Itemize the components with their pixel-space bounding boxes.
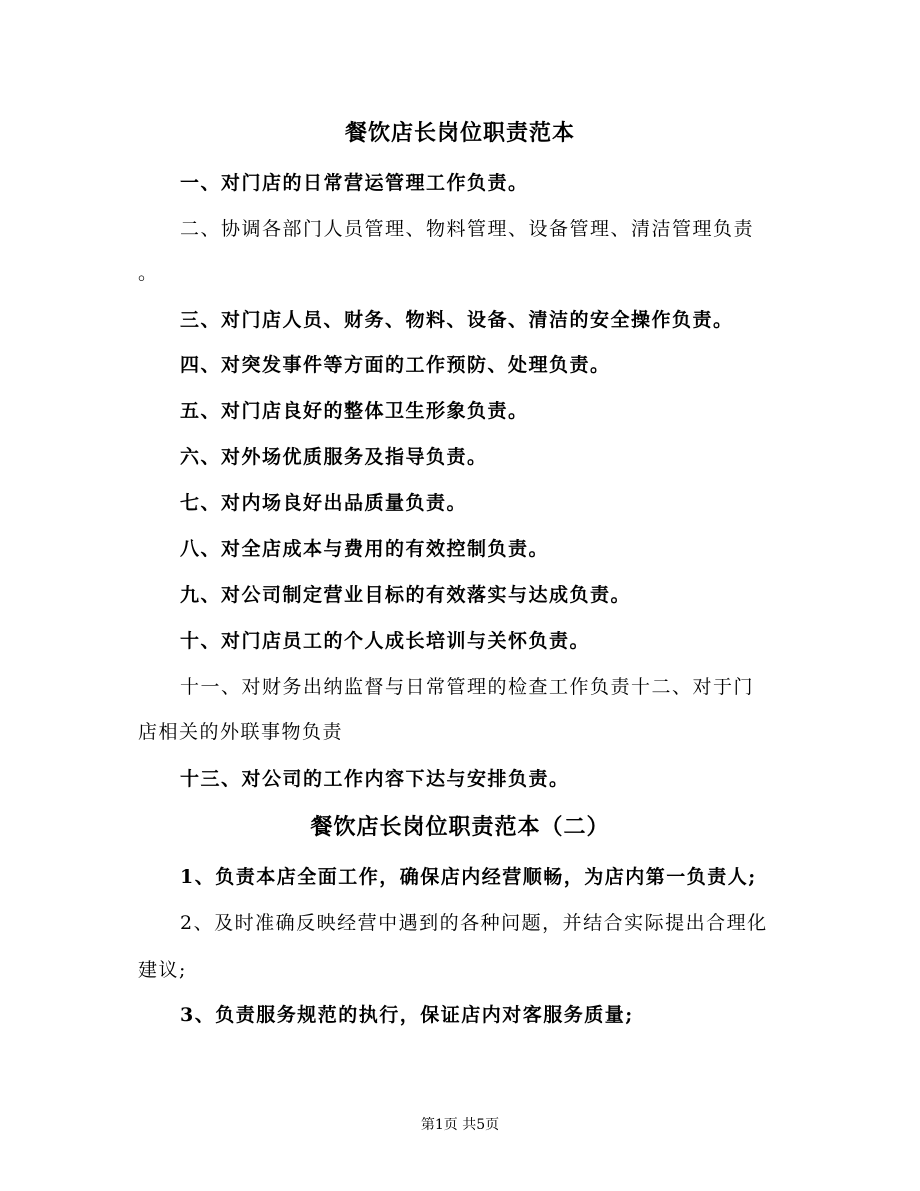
section1-item-11-cont: 店相关的外联事物负责 xyxy=(138,721,344,743)
section1-title: 餐饮店长岗位职责范本 xyxy=(344,120,575,146)
section2-title: 餐饮店长岗位职责范本（二） xyxy=(310,814,610,840)
section1-item-6: 六、对外场优质服务及指导负责。 xyxy=(180,446,488,468)
section1-item-11: 十一、对财务出纳监督与日常管理的检查工作负责十二、对于门 xyxy=(180,676,755,698)
section1-item-2: 二、协调各部门人员管理、物料管理、设备管理、清洁管理负责 xyxy=(180,218,755,240)
section1-item-9: 九、对公司制定营业目标的有效落实与达成负责。 xyxy=(180,584,632,606)
section1-item-5: 五、对门店良好的整体卫生形象负责。 xyxy=(180,400,529,422)
section1-item-10: 十、对门店员工的个人成长培训与关怀负责。 xyxy=(180,630,591,652)
section1-item-13: 十三、对公司的工作内容下达与安排负责。 xyxy=(180,768,570,790)
section2-item-1: 1、负责本店全面工作，确保店内经营顺畅，为店内第一负责人; xyxy=(180,866,757,888)
section2-item-2-cont: 建议; xyxy=(138,959,187,981)
section1-item-8: 八、对全店成本与费用的有效控制负责。 xyxy=(180,538,550,560)
page-number-footer: 第1页 共5页 xyxy=(420,1117,500,1133)
section1-item-7: 七、对内场良好出品质量负责。 xyxy=(180,492,468,514)
section1-item-4: 四、对突发事件等方面的工作预防、处理负责。 xyxy=(180,354,611,376)
section2-item-2: 2、及时准确反映经营中遇到的各种问题，并结合实际提出合理化 xyxy=(180,912,768,934)
section1-item-1: 一、对门店的日常营运管理工作负责。 xyxy=(180,172,529,194)
section2-item-3: 3、负责服务规范的执行，保证店内对客服务质量; xyxy=(180,1004,634,1026)
section1-item-3: 三、对门店人员、财务、物料、设备、清洁的安全操作负责。 xyxy=(180,309,734,331)
section1-item-2-cont: 。 xyxy=(138,262,159,284)
